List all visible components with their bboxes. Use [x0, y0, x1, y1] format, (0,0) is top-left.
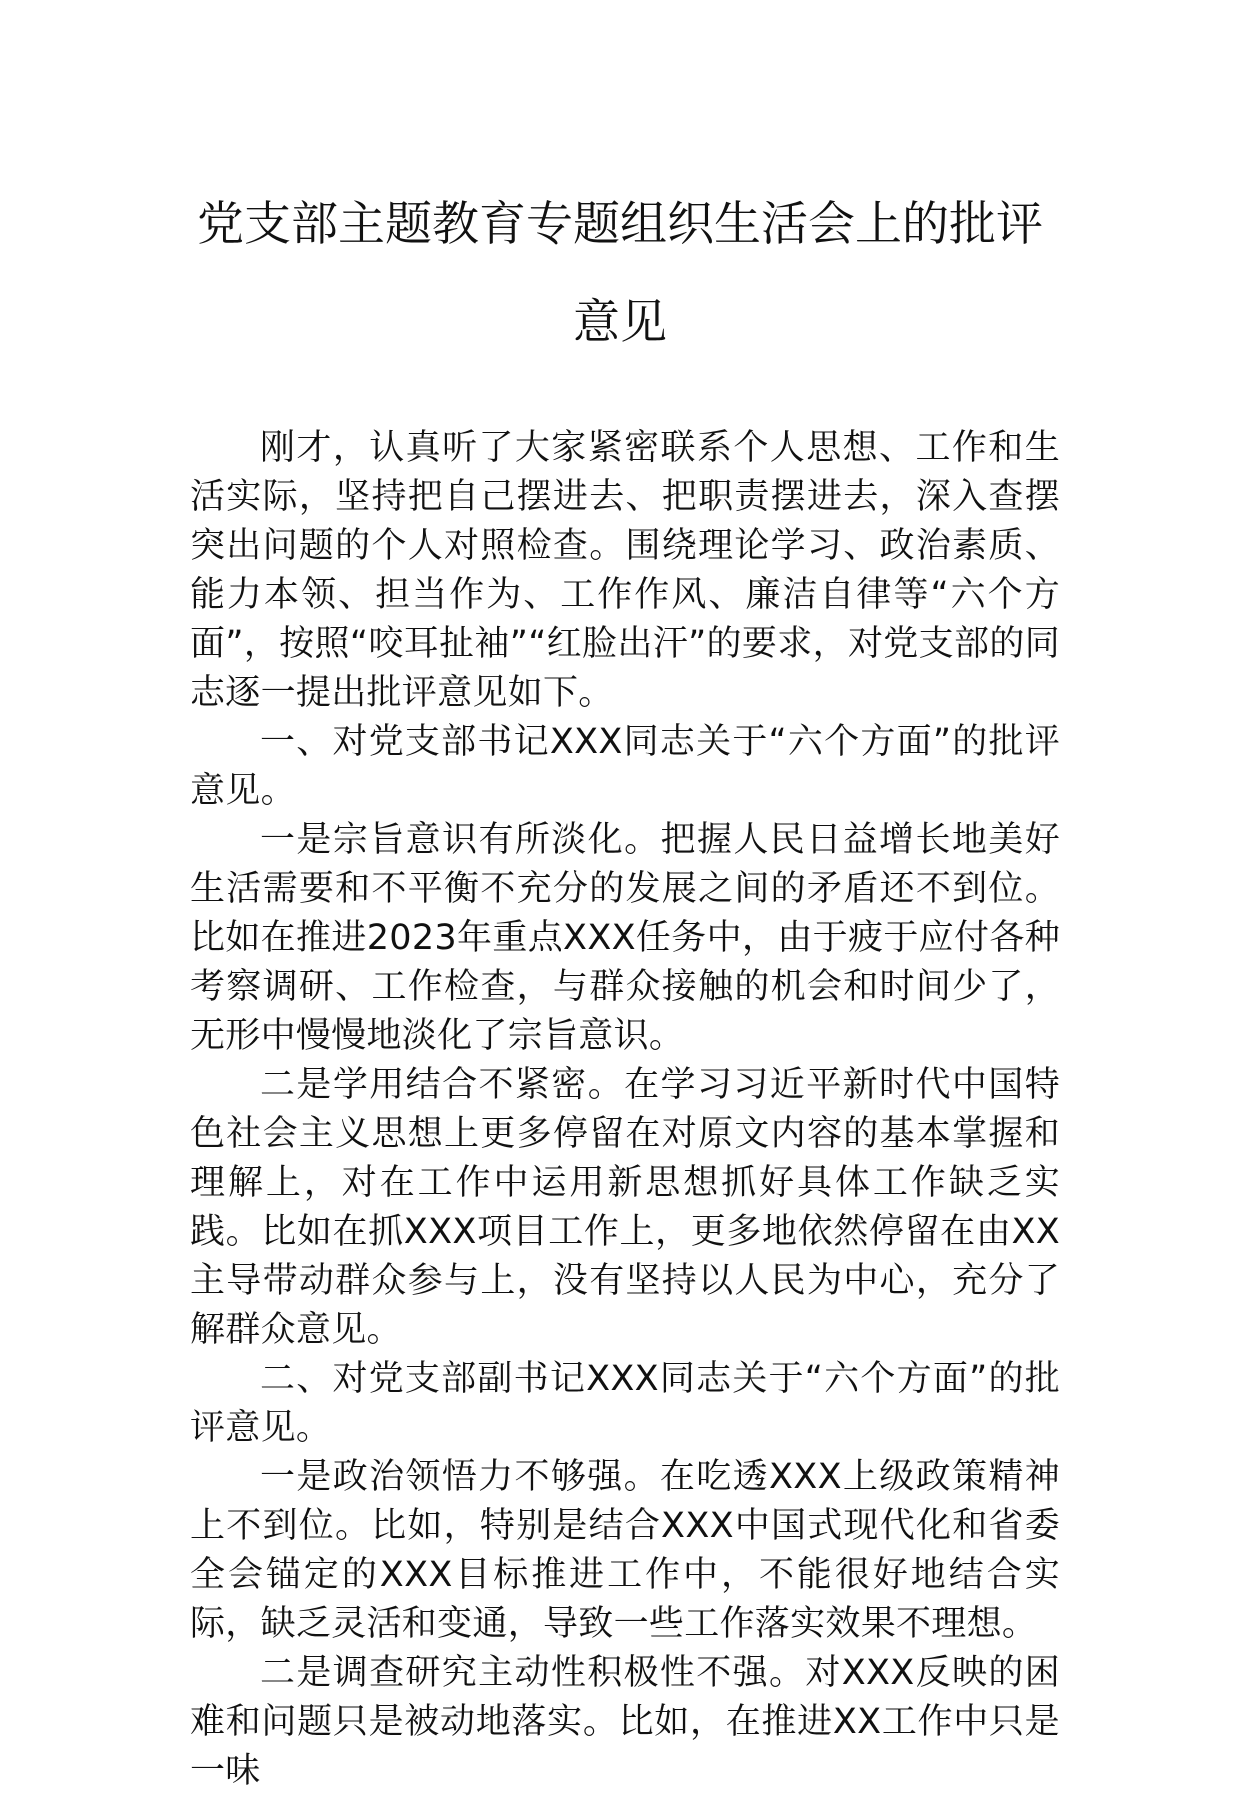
paragraph-2-1: 一是政治领悟力不够强。在吃透XXX上级政策精神上不到位。比如，特别是结合XXX中国式现代化和省委全会锚定的XXX目标推进工作中，不能很好地结合实际，缺乏灵活和变通，导致一些工作落实效果不理想。 [190, 1457, 1060, 1644]
document-body [190, 424, 1060, 1796]
section-heading-1: 一、对党支部书记XXX同志关于“六个方面”的批评意见。 [190, 722, 1060, 811]
paragraph-1-1: 一是宗旨意识有所淡化。把握人民日益增长地美好生活需要和不平衡不充分的发展之间的矛盾还不到位。比如在推进2023年重点XXX任务中，由于疲于应付各种考察调研、工作检查，与群众接触的机会和时间少了，无形中慢慢地淡化了宗旨意识。 [190, 820, 1060, 1056]
paragraph-intro: 刚才，认真听了大家紧密联系个人思想、工作和生活实际，坚持把自己摆进去、把职责摆进去，深入查摆突出问题的个人对照检查。围绕理论学习、政治素质、能力本领、担当作为、工作作风、廉洁自律等“六个方面”，按照“咬耳扯袖”“红脸出汗”的要求，对党支部的同志逐一提出批评意见如下。 [190, 428, 1060, 713]
title-line-1: 党支部主题教育专题组织生活会上的批评 [197, 197, 1043, 252]
title-line-2: 意见 [573, 295, 667, 350]
paragraph-2-2: 二是调查研究主动性积极性不强。对XXX反映的困难和问题只是被动地落实。比如，在推进XX工作中只是一味 [190, 1653, 1060, 1791]
document-title [190, 176, 1050, 372]
section-heading-2: 二、对党支部副书记XXX同志关于“六个方面”的批评意见。 [190, 1359, 1060, 1448]
paragraph-1-2: 二是学用结合不紧密。在学习习近平新时代中国特色社会主义思想上更多停留在对原文内容的基本掌握和理解上，对在工作中运用新思想抓好具体工作缺乏实践。比如在抓XXX项目工作上，更多地依然停留在由XX主导带动群众参与上，没有坚持以人民为中心，充分了解群众意见。 [190, 1065, 1060, 1350]
